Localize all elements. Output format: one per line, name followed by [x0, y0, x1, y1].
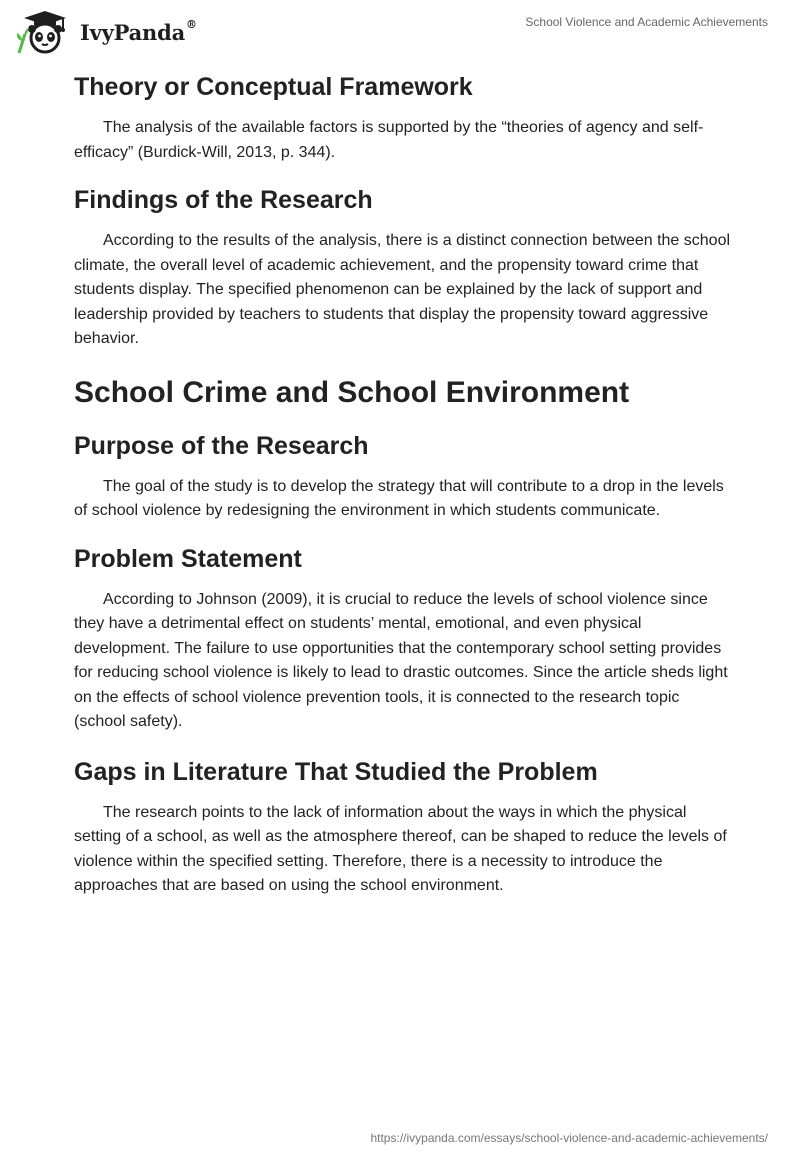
- section-paragraph: According to the results of the analysis, there is a distinct connection between the school climate, the overall level of academic achievement, and the propensity toward crime that students display. The specified phenomenon can be explained by the lack of support and leadership provided by teachers to students that display the propensity toward aggressive behavior.: [74, 232, 731, 347]
- section-paragraph: According to Johnson (2009), it is crucial to reduce the levels of school violence since they have a detrimental effect on students’ mental, emotional, and even physical development. The failure to use opportunities that the contemporary school setting provides for reducing school violence is likely to lead to drastic outcomes. Since the article sheds light on the effects of school violence prevention tools, it is connected to the research topic (school safety).: [74, 590, 728, 730]
- section-heading: Problem Statement: [74, 544, 302, 573]
- registered-mark: ®: [186, 17, 197, 31]
- section-problem-statement: [74, 542, 734, 735]
- section-literature-gaps: [74, 755, 734, 899]
- section-paragraph: The analysis of the available factors is supported by the “theories of agency and self-efficacy” (Burdick-Will, 2013, p. 344).: [74, 119, 704, 161]
- section-paragraph: The goal of the study is to develop the strategy that will contribute to a drop in the levels of school violence by redesigning the environment in which students communicate.: [74, 477, 724, 519]
- brand-name: [80, 17, 197, 45]
- section-heading: Purpose of the Research: [74, 431, 369, 460]
- section-purpose: [74, 429, 734, 524]
- panda-graduate-icon: [14, 8, 72, 56]
- section-heading: Findings of the Research: [74, 186, 373, 214]
- document-title: School Violence and Academic Achievements: [525, 15, 768, 29]
- page-header: [0, 0, 800, 60]
- section-heading: Theory or Conceptual Framework: [74, 73, 473, 101]
- document-body: [74, 68, 734, 917]
- chapter-title: School Crime and School Environment: [74, 375, 630, 409]
- section-findings: [74, 183, 734, 352]
- brand-text: IvyPanda: [80, 19, 186, 45]
- section-paragraph: The research points to the lack of information about the ways in which the physical setting of a school, as well as the atmosphere thereof, can be shaped to reduce the levels of violence within the specified setting. Therefore, there is a necessity to introduce the approaches that are based on using the school environment.: [74, 803, 727, 894]
- section-heading: Gaps in Literature That Studied the Problem: [74, 757, 598, 786]
- ivypanda-logo[interactable]: [14, 8, 197, 56]
- source-url[interactable]: https://ivypanda.com/essays/school-violence-and-academic-achievements/: [370, 1131, 768, 1145]
- section-theory-framework: [74, 70, 734, 165]
